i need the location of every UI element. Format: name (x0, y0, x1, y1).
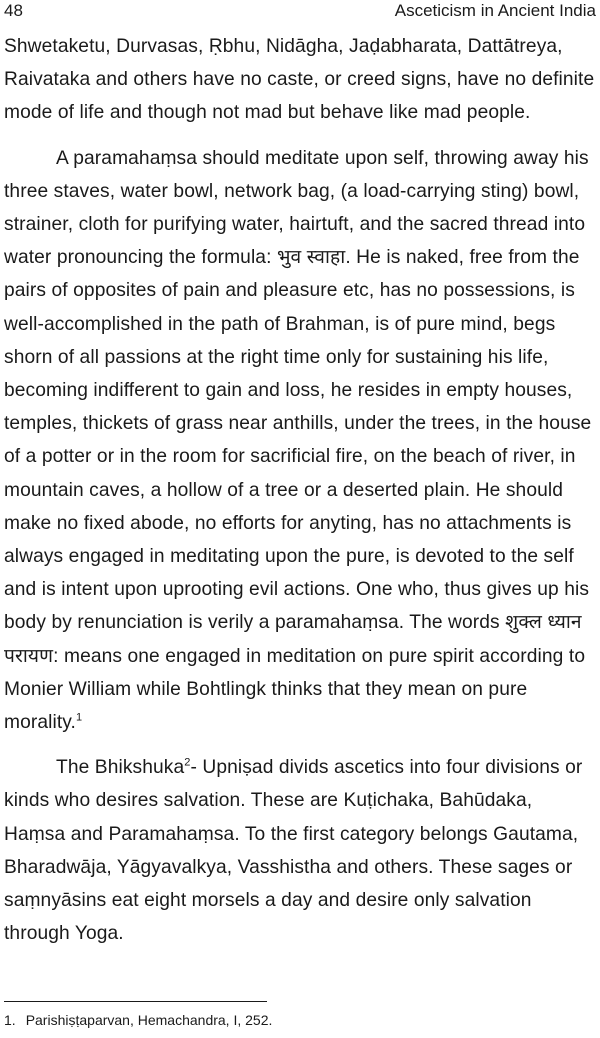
paragraph-1 (4, 30, 596, 130)
devanagari-phrase: शुक्ल ध्यान परायण: (4, 612, 582, 667)
footnote-1 (4, 1011, 272, 1029)
footnote-ref-1: 1 (75, 711, 83, 724)
paragraph-2-text-a: A paramahaṃsa should meditate upon self, throwing away his three staves, water bowl, network bag, (a load-carrying sting) bowl, strainer, cloth for purifying water, hairtuft, and the sacred thread into water pronouncing the formula: (4, 147, 589, 269)
footnote-divider (4, 1001, 267, 1002)
paragraph-2-text-c: means one engaged in meditation on pure spirit according to Monier William while Bohtlingk thinks that they mean on pure morality. (4, 645, 586, 734)
paragraph-2 (4, 142, 596, 740)
paragraph-2-text-b: . He is naked, free from the pairs of opposites of pain and pleasure etc, has no possessions, is well-accomplished in the path of Brahman, is of pure mind, begs shorn of all passions at the right time only for sustaining his life, becoming indifferent to gain and loss, he resides in empty houses, temples, thickets of grass near anthills, under the trees, in the house of a potter or in the room for sacrificial fire, on the beach of river, in mountain caves, a hollow of a tree or a deserted plain. He should make no fixed abode, no efforts for anyting, has no attachments is always engaged in meditating upon the pure, is devoted to the self and is intent upon uprooting evil actions. One who, thus gives up his body by renunciation is verily a paramahaṃsa. The words (4, 247, 592, 634)
paragraph-3-text-b: - Upniṣad divids ascetics into four divisions or kinds who desires salvation. These are Kuṭichaka, Bahūdaka, Haṃsa and Paramahaṃsa. To the first category belongs Gautama, Bharadwāja, Yāgyavalkya, Vasshistha and others. These sages or saṃnyāsins eat eight morsels a day and desire only salvation through Yoga. (4, 757, 583, 945)
paragraph-3-text-a: The Bhikshuka (56, 757, 185, 779)
body-text (4, 30, 596, 950)
running-title: Asceticism in Ancient India (394, 1, 596, 20)
paragraph-3 (4, 751, 596, 950)
devanagari-formula: भुव स्वाहा (276, 247, 346, 269)
paragraph-1-text: Shwetaketu, Durvasas, Ṛbhu, Nidāgha, Jaḍabharata, Dattātreya, Raivataka and others have no caste, or creed signs, have no definite mode of life and though not mad but behave like mad people. (4, 36, 595, 124)
footnote-text: Parishiṣṭaparvan, Hemachandra, I, 252. (25, 1012, 273, 1028)
footnote-number: 1. (4, 1012, 16, 1028)
running-header (4, 0, 596, 26)
page-number: 48 (4, 1, 23, 20)
footnote-ref-2: 2 (184, 756, 191, 769)
